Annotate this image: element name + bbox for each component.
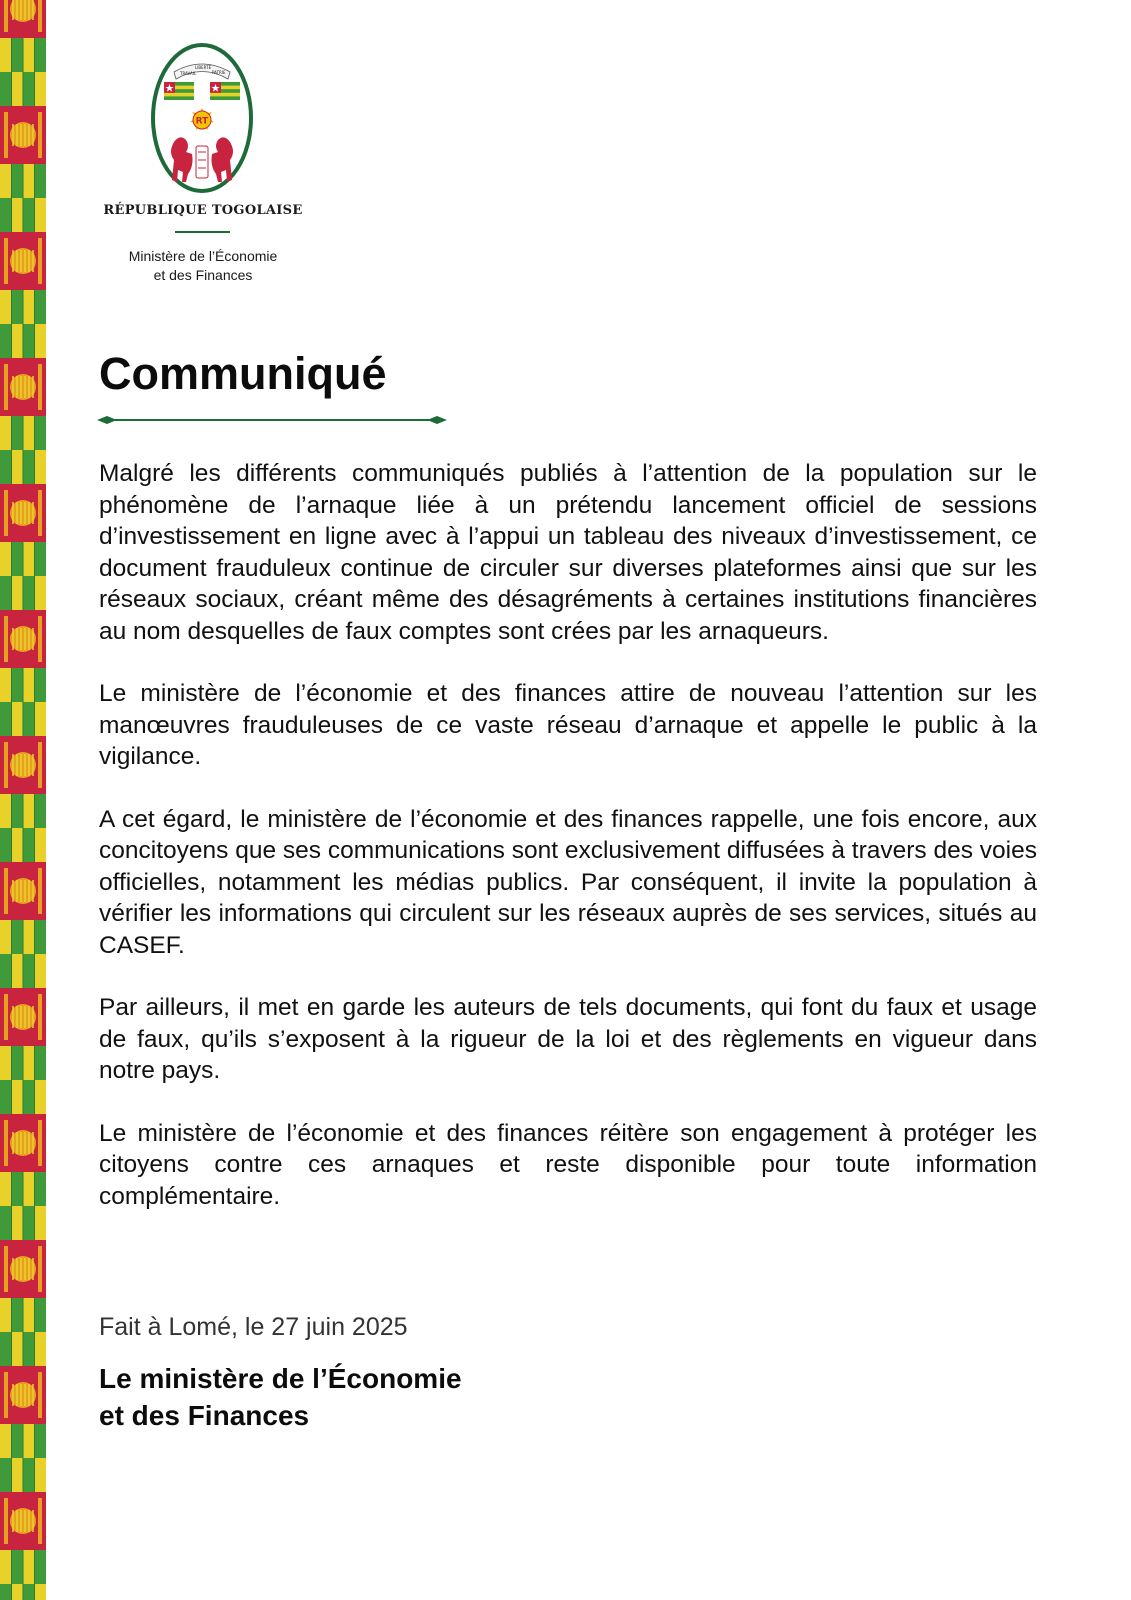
kente-sun-motif xyxy=(10,122,36,148)
emblem-initials: RT xyxy=(195,116,209,127)
kente-yellow-check xyxy=(12,198,24,232)
kente-yellow-check xyxy=(12,1584,24,1600)
kente-yellow-check xyxy=(0,920,12,954)
emblem-motto-2: LIBERTÉ xyxy=(195,65,212,70)
kente-side-stripe xyxy=(4,1498,8,1544)
kente-sun-motif xyxy=(10,626,36,652)
kente-yellow-check xyxy=(35,954,47,988)
signature-line-1: Le ministère de l’Économie xyxy=(99,1363,462,1394)
kente-yellow-check xyxy=(0,164,12,198)
kente-yellow-check xyxy=(35,198,47,232)
body-paragraph-5: Le ministère de l’économie et des finances réitère son engagement à protéger les citoyens contre ces arnaques et reste disponible pour toute information complémentaire. xyxy=(99,1119,1037,1210)
kente-yellow-check xyxy=(35,1584,47,1600)
kente-yellow-check xyxy=(23,290,35,324)
kente-sun-motif xyxy=(10,1508,36,1534)
kente-yellow-check xyxy=(12,324,24,358)
kente-yellow-check xyxy=(0,542,12,576)
kente-border xyxy=(0,0,46,1600)
kente-yellow-check xyxy=(12,1206,24,1240)
document-body xyxy=(99,458,1037,1243)
kente-sun-motif xyxy=(10,878,36,904)
kente-yellow-check xyxy=(35,1458,47,1492)
kente-yellow-check xyxy=(23,416,35,450)
header-divider xyxy=(175,231,230,233)
kente-yellow-check xyxy=(12,1332,24,1366)
kente-yellow-check xyxy=(0,416,12,450)
kente-side-stripe xyxy=(38,1246,42,1292)
kente-side-stripe xyxy=(38,616,42,662)
kente-yellow-check xyxy=(0,1550,12,1584)
body-paragraph-4: Par ailleurs, il met en garde les auteurs de tels documents, qui font du faux et usage de faux, qu’ils s’exposent à la rigueur de la loi et des règlements en vigueur dans notre pays. xyxy=(99,994,1037,1084)
kente-yellow-check xyxy=(23,1298,35,1332)
kente-side-stripe xyxy=(4,490,8,536)
kente-side-stripe xyxy=(4,1246,8,1292)
kente-side-stripe xyxy=(38,490,42,536)
kente-yellow-check xyxy=(12,450,24,484)
kente-yellow-check xyxy=(23,668,35,702)
kente-yellow-check xyxy=(23,1046,35,1080)
kente-yellow-check xyxy=(12,1080,24,1114)
kente-yellow-check xyxy=(23,794,35,828)
kente-side-stripe xyxy=(4,112,8,158)
signature-block xyxy=(99,1360,462,1434)
kente-yellow-check xyxy=(35,828,47,862)
kente-yellow-check xyxy=(0,1298,12,1332)
kente-side-stripe xyxy=(4,868,8,914)
emblem-motto-3: PATRIE xyxy=(212,70,226,75)
body-paragraph-3: A cet égard, le ministère de l’économie et des finances rappelle, une fois encore, aux concitoyens que ses communications sont exclusivement diffusées à travers des voies officielles, notamment les médias publics. Par conséquent, il invite la population à vérifier les informations qui circulent sur les réseaux auprès de ses services, situés au CASEF. xyxy=(99,805,1037,959)
kente-side-stripe xyxy=(4,238,8,284)
kente-yellow-check xyxy=(23,1550,35,1584)
kente-yellow-check xyxy=(23,38,35,72)
kente-yellow-check xyxy=(12,1458,24,1492)
kente-side-stripe xyxy=(38,1120,42,1166)
ministry-name xyxy=(100,247,306,285)
emblem-motto-1: TRAVAIL xyxy=(180,71,197,76)
kente-yellow-check xyxy=(0,1172,12,1206)
kente-side-stripe xyxy=(38,1498,42,1544)
kente-yellow-check xyxy=(35,702,47,736)
kente-side-stripe xyxy=(38,994,42,1040)
kente-side-stripe xyxy=(38,238,42,284)
kente-yellow-check xyxy=(0,1424,12,1458)
kente-side-stripe xyxy=(38,742,42,788)
kente-yellow-check xyxy=(35,576,47,610)
kente-yellow-check xyxy=(12,828,24,862)
kente-yellow-check xyxy=(12,72,24,106)
kente-yellow-check xyxy=(23,920,35,954)
kente-yellow-check xyxy=(12,954,24,988)
ministry-line-2: et des Finances xyxy=(153,267,253,283)
kente-side-stripe xyxy=(4,0,8,32)
body-paragraph-2: Le ministère de l’économie et des finances attire de nouveau l’attention sur les manœuvres frauduleuses de ce vaste réseau d’arnaque et appelle le public à la vigilance. xyxy=(99,680,1037,770)
kente-side-stripe xyxy=(4,616,8,662)
kente-sun-motif xyxy=(10,1130,36,1156)
kente-yellow-check xyxy=(0,1046,12,1080)
kente-yellow-check xyxy=(35,1080,47,1114)
kente-sun-motif xyxy=(10,1004,36,1030)
kente-side-stripe xyxy=(38,364,42,410)
kente-pattern xyxy=(0,0,46,1600)
kente-yellow-check xyxy=(35,324,47,358)
kente-yellow-check xyxy=(0,38,12,72)
kente-yellow-check xyxy=(35,72,47,106)
kente-yellow-check xyxy=(12,576,24,610)
kente-yellow-check xyxy=(35,1332,47,1366)
kente-sun-motif xyxy=(10,1382,36,1408)
kente-yellow-check xyxy=(0,668,12,702)
kente-yellow-check xyxy=(0,290,12,324)
kente-yellow-check xyxy=(0,794,12,828)
body-paragraph-1: Malgré les différents communiqués publiés à l’attention de la population sur le phénomène de l’arnaque liée à un prétendu lancement officiel de sessions d’investissement en ligne avec à l’appui un tableau des niveaux d’investissement, ce document frauduleux continue de circuler sur diverses plateformes ainsi que sur les réseaux sociaux, créant même des désagréments à certaines institutions financières au nom desquelles de faux comptes sont crées par les arnaqueurs. xyxy=(99,460,1037,645)
title-divider xyxy=(97,413,447,427)
kente-sun-motif xyxy=(10,752,36,778)
togo-coat-of-arms-icon xyxy=(150,42,254,194)
kente-yellow-check xyxy=(12,702,24,736)
kente-side-stripe xyxy=(4,1372,8,1418)
kente-yellow-check xyxy=(35,1206,47,1240)
place-and-date: Fait à Lomé, le 27 juin 2025 xyxy=(99,1313,408,1341)
kente-yellow-check xyxy=(23,164,35,198)
kente-sun-motif xyxy=(10,500,36,526)
signature-line-2: et des Finances xyxy=(99,1400,310,1431)
republic-name: RÉPUBLIQUE TOGOLAISE xyxy=(103,203,303,218)
kente-sun-motif xyxy=(10,248,36,274)
kente-side-stripe xyxy=(4,364,8,410)
kente-side-stripe xyxy=(38,112,42,158)
ministry-line-1: Ministère de l’Économie xyxy=(128,248,278,264)
document-title: Communiqué xyxy=(99,348,387,399)
kente-side-stripe xyxy=(38,0,42,32)
kente-sun-motif xyxy=(10,1256,36,1282)
kente-yellow-check xyxy=(23,1424,35,1458)
kente-yellow-check xyxy=(23,542,35,576)
kente-yellow-check xyxy=(23,1172,35,1206)
kente-sun-motif xyxy=(10,374,36,400)
kente-side-stripe xyxy=(38,868,42,914)
kente-yellow-check xyxy=(35,450,47,484)
kente-side-stripe xyxy=(4,1120,8,1166)
kente-side-stripe xyxy=(38,1372,42,1418)
kente-side-stripe xyxy=(4,994,8,1040)
kente-side-stripe xyxy=(4,742,8,788)
